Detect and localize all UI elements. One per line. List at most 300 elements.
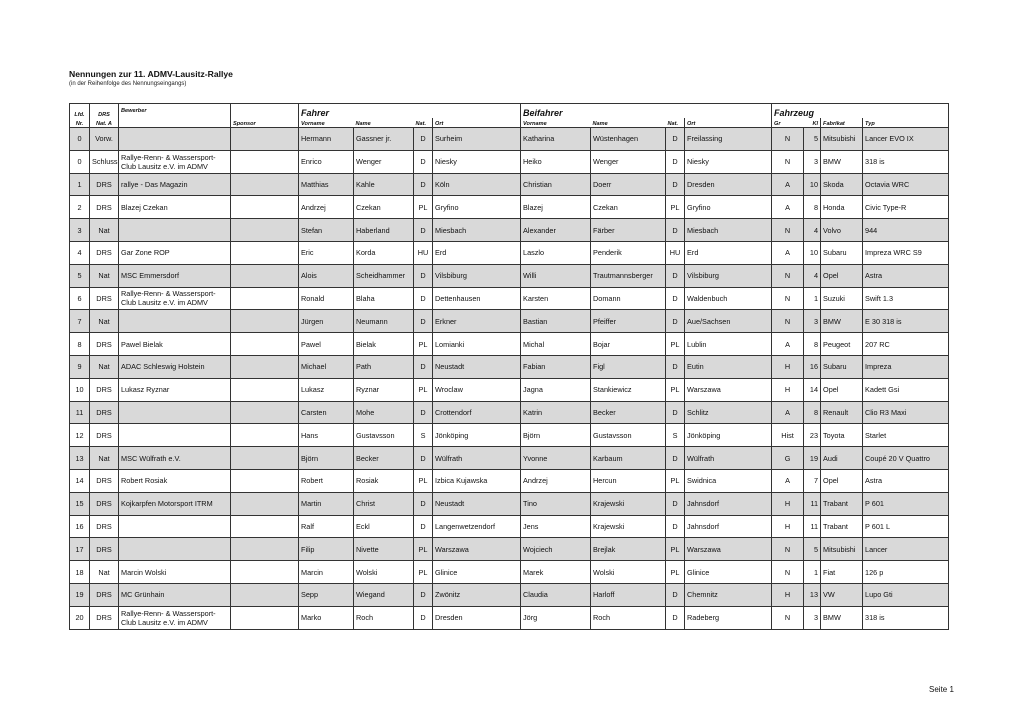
driver-first-name: Filip xyxy=(299,538,354,561)
codriver-first-name: Marek xyxy=(521,561,591,584)
car-make: Subaru xyxy=(821,355,863,378)
driver-city: Neustadt xyxy=(433,355,521,378)
car-group: N xyxy=(772,310,804,333)
codriver-first-name: Bastian xyxy=(521,310,591,333)
entry-number: 6 xyxy=(70,287,90,310)
driver-last-name: Bielak xyxy=(354,333,414,356)
driver-nationality: D xyxy=(414,492,433,515)
car-group: H xyxy=(772,378,804,401)
codriver-first-name: Willi xyxy=(521,264,591,287)
driver-nationality: D xyxy=(414,219,433,242)
table-row xyxy=(70,150,949,173)
entry-number: 11 xyxy=(70,401,90,424)
car-model: Impreza xyxy=(863,355,949,378)
codriver-last-name: Karbaum xyxy=(591,447,666,470)
car-model: 207 RC xyxy=(863,333,949,356)
codriver-first-name: Claudia xyxy=(521,583,591,606)
table-row xyxy=(70,173,949,196)
car-make: BMW xyxy=(821,606,863,629)
table-row xyxy=(70,561,949,584)
table-row xyxy=(70,492,949,515)
codriver-city: Eutin xyxy=(685,355,772,378)
driver-nationality: D xyxy=(414,173,433,196)
car-group: G xyxy=(772,447,804,470)
driver-nationality: PL xyxy=(414,378,433,401)
driver-first-name: Ralf xyxy=(299,515,354,538)
header-fahrer-vorname: Vorname xyxy=(299,118,354,128)
table-row xyxy=(70,583,949,606)
codriver-nationality: D xyxy=(666,310,685,333)
codriver-first-name: Christian xyxy=(521,173,591,196)
car-model: E 30 318 is xyxy=(863,310,949,333)
entry-type: DRS xyxy=(90,583,119,606)
driver-last-name: Christ xyxy=(354,492,414,515)
header-nr: Nr. xyxy=(70,118,90,128)
driver-city: Erkner xyxy=(433,310,521,333)
codriver-last-name: Harloff xyxy=(591,583,666,606)
car-make: Trabant xyxy=(821,515,863,538)
driver-nationality: D xyxy=(414,515,433,538)
driver-last-name: Kahle xyxy=(354,173,414,196)
codriver-nationality: D xyxy=(666,355,685,378)
codriver-nationality: HU xyxy=(666,241,685,264)
codriver-city: Schlitz xyxy=(685,401,772,424)
car-class: 1 xyxy=(804,561,821,584)
table-row xyxy=(70,264,949,287)
car-class: 3 xyxy=(804,606,821,629)
driver-last-name: Blaha xyxy=(354,287,414,310)
sponsor xyxy=(231,128,299,151)
entrant: rallye - Das Magazin xyxy=(119,173,231,196)
driver-last-name: Neumann xyxy=(354,310,414,333)
codriver-last-name: Krajewski xyxy=(591,492,666,515)
codriver-last-name: Penderik xyxy=(591,241,666,264)
entrant: Marcin Wolski xyxy=(119,561,231,584)
entry-type: DRS xyxy=(90,378,119,401)
codriver-first-name: Andrzej xyxy=(521,469,591,492)
sponsor xyxy=(231,561,299,584)
driver-city: Dettenhausen xyxy=(433,287,521,310)
header-bewerber: Bewerber xyxy=(119,104,231,128)
entry-type: Nat xyxy=(90,264,119,287)
codriver-city: Jahnsdorf xyxy=(685,492,772,515)
driver-city: Surheim xyxy=(433,128,521,151)
entry-number: 20 xyxy=(70,606,90,629)
entry-number: 9 xyxy=(70,355,90,378)
driver-city: Neustadt xyxy=(433,492,521,515)
car-make: Mitsubishi xyxy=(821,538,863,561)
codriver-first-name: Katrin xyxy=(521,401,591,424)
driver-first-name: Matthias xyxy=(299,173,354,196)
codriver-nationality: D xyxy=(666,583,685,606)
entrant: MSC Emmersdorf xyxy=(119,264,231,287)
driver-city: Warszawa xyxy=(433,538,521,561)
car-make: Honda xyxy=(821,196,863,219)
sponsor xyxy=(231,424,299,447)
entry-number: 14 xyxy=(70,469,90,492)
header-fahrer-nat: Nat. xyxy=(414,118,433,128)
codriver-city: Warszawa xyxy=(685,538,772,561)
table-row xyxy=(70,606,949,629)
driver-city: Gryfino xyxy=(433,196,521,219)
codriver-first-name: Wojciech xyxy=(521,538,591,561)
car-class: 10 xyxy=(804,173,821,196)
entry-number: 0 xyxy=(70,128,90,151)
driver-last-name: Path xyxy=(354,355,414,378)
sponsor xyxy=(231,333,299,356)
car-class: 1 xyxy=(804,287,821,310)
entrant: Kojkarpfen Motorsport ITRM xyxy=(119,492,231,515)
car-model: 318 is xyxy=(863,606,949,629)
sponsor xyxy=(231,264,299,287)
driver-nationality: D xyxy=(414,447,433,470)
driver-first-name: Sepp xyxy=(299,583,354,606)
codriver-last-name: Domann xyxy=(591,287,666,310)
sponsor xyxy=(231,492,299,515)
car-class: 8 xyxy=(804,333,821,356)
driver-city: Jönköping xyxy=(433,424,521,447)
sponsor xyxy=(231,196,299,219)
driver-first-name: Jürgen xyxy=(299,310,354,333)
codriver-nationality: PL xyxy=(666,378,685,401)
entrant: Gar Zone ROP xyxy=(119,241,231,264)
driver-first-name: Ronald xyxy=(299,287,354,310)
table-row xyxy=(70,128,949,151)
car-class: 7 xyxy=(804,469,821,492)
codriver-last-name: Brejlak xyxy=(591,538,666,561)
entrant xyxy=(119,128,231,151)
document-subtitle: (in der Reihenfolge des Nennungseingangs) xyxy=(69,81,187,87)
driver-city: Glinice xyxy=(433,561,521,584)
car-make: BMW xyxy=(821,310,863,333)
car-group: N xyxy=(772,150,804,173)
table-row xyxy=(70,515,949,538)
codriver-last-name: Figl xyxy=(591,355,666,378)
sponsor xyxy=(231,606,299,629)
header-beifahrer: Beifahrer xyxy=(521,104,772,118)
driver-first-name: Pawel xyxy=(299,333,354,356)
driver-last-name: Wenger xyxy=(354,150,414,173)
driver-last-name: Czekan xyxy=(354,196,414,219)
car-group: H xyxy=(772,492,804,515)
header-typ: Typ xyxy=(863,118,949,128)
codriver-last-name: Becker xyxy=(591,401,666,424)
table-row xyxy=(70,447,949,470)
table-row xyxy=(70,333,949,356)
car-model: Coupé 20 V Quattro xyxy=(863,447,949,470)
codriver-first-name: Heiko xyxy=(521,150,591,173)
codriver-city: Niesky xyxy=(685,150,772,173)
table-row xyxy=(70,219,949,242)
driver-last-name: Wiegand xyxy=(354,583,414,606)
codriver-nationality: D xyxy=(666,150,685,173)
codriver-first-name: Michal xyxy=(521,333,591,356)
codriver-first-name: Jörg xyxy=(521,606,591,629)
entrant: Rallye-Renn- & Wassersport-Club Lausitz e.V. im ADMV xyxy=(119,606,231,629)
entry-type: DRS xyxy=(90,606,119,629)
codriver-first-name: Jens xyxy=(521,515,591,538)
entrant: MSC Wülfrath e.V. xyxy=(119,447,231,470)
car-model: Lancer EVO IX xyxy=(863,128,949,151)
car-group: N xyxy=(772,538,804,561)
entry-type: Vorw. xyxy=(90,128,119,151)
car-model: Lupo Gti xyxy=(863,583,949,606)
car-make: Mitsubishi xyxy=(821,128,863,151)
codriver-nationality: D xyxy=(666,287,685,310)
codriver-city: Gryfino xyxy=(685,196,772,219)
car-make: Peugeot xyxy=(821,333,863,356)
sponsor xyxy=(231,469,299,492)
car-make: BMW xyxy=(821,150,863,173)
header-drs: DRS xyxy=(90,104,119,118)
header-row-1 xyxy=(70,104,949,118)
entry-number: 4 xyxy=(70,241,90,264)
codriver-first-name: Blazej xyxy=(521,196,591,219)
driver-city: Köln xyxy=(433,173,521,196)
codriver-city: Jönköping xyxy=(685,424,772,447)
car-make: VW xyxy=(821,583,863,606)
car-make: Fiat xyxy=(821,561,863,584)
table-row xyxy=(70,196,949,219)
codriver-first-name: Laszlo xyxy=(521,241,591,264)
entrant xyxy=(119,424,231,447)
car-model: Starlet xyxy=(863,424,949,447)
car-model: P 601 L xyxy=(863,515,949,538)
car-make: Volvo xyxy=(821,219,863,242)
entrant: MC Grünhain xyxy=(119,583,231,606)
driver-nationality: S xyxy=(414,424,433,447)
driver-first-name: Marcin xyxy=(299,561,354,584)
driver-nationality: D xyxy=(414,264,433,287)
header-fabrikat: Fabrikat xyxy=(821,118,863,128)
entry-type: DRS xyxy=(90,173,119,196)
car-class: 23 xyxy=(804,424,821,447)
codriver-first-name: Tino xyxy=(521,492,591,515)
car-class: 10 xyxy=(804,241,821,264)
codriver-nationality: D xyxy=(666,447,685,470)
sponsor xyxy=(231,150,299,173)
table-row xyxy=(70,355,949,378)
entry-number: 2 xyxy=(70,196,90,219)
car-make: Trabant xyxy=(821,492,863,515)
car-model: P 601 xyxy=(863,492,949,515)
car-class: 13 xyxy=(804,583,821,606)
driver-first-name: Martin xyxy=(299,492,354,515)
driver-first-name: Hermann xyxy=(299,128,354,151)
table-row xyxy=(70,378,949,401)
driver-nationality: PL xyxy=(414,538,433,561)
car-group: A xyxy=(772,469,804,492)
driver-nationality: D xyxy=(414,355,433,378)
entry-type: Nat xyxy=(90,447,119,470)
codriver-nationality: D xyxy=(666,606,685,629)
car-model: Kadett Gsi xyxy=(863,378,949,401)
table-row xyxy=(70,424,949,447)
codriver-city: Waldenbuch xyxy=(685,287,772,310)
driver-last-name: Eckl xyxy=(354,515,414,538)
car-class: 14 xyxy=(804,378,821,401)
car-make: Toyota xyxy=(821,424,863,447)
driver-city: Dresden xyxy=(433,606,521,629)
codriver-nationality: D xyxy=(666,173,685,196)
car-group: N xyxy=(772,606,804,629)
entry-type: Nat xyxy=(90,310,119,333)
codriver-city: Warszawa xyxy=(685,378,772,401)
car-model: Lancer xyxy=(863,538,949,561)
driver-city: Zwönitz xyxy=(433,583,521,606)
codriver-last-name: Wüstenhagen xyxy=(591,128,666,151)
sponsor xyxy=(231,355,299,378)
codriver-nationality: S xyxy=(666,424,685,447)
entrant: Rallye-Renn- & Wassersport-Club Lausitz e.V. im ADMV xyxy=(119,287,231,310)
codriver-last-name: Doerr xyxy=(591,173,666,196)
driver-last-name: Gassner jr. xyxy=(354,128,414,151)
header-beifahrer-nat: Nat. xyxy=(666,118,685,128)
driver-first-name: Robert xyxy=(299,469,354,492)
entry-type: DRS xyxy=(90,196,119,219)
car-model: Civic Type-R xyxy=(863,196,949,219)
codriver-last-name: Pfeiffer xyxy=(591,310,666,333)
entry-number: 12 xyxy=(70,424,90,447)
entry-number: 8 xyxy=(70,333,90,356)
entrant xyxy=(119,401,231,424)
car-model: 126 p xyxy=(863,561,949,584)
driver-nationality: D xyxy=(414,150,433,173)
car-make: Subaru xyxy=(821,241,863,264)
sponsor xyxy=(231,538,299,561)
driver-nationality: D xyxy=(414,606,433,629)
codriver-first-name: Karsten xyxy=(521,287,591,310)
entry-number: 0 xyxy=(70,150,90,173)
entrant: Blazej Czekan xyxy=(119,196,231,219)
codriver-last-name: Färber xyxy=(591,219,666,242)
entry-type: Schluss xyxy=(90,150,119,173)
driver-city: Miesbach xyxy=(433,219,521,242)
sponsor xyxy=(231,583,299,606)
car-group: N xyxy=(772,264,804,287)
codriver-nationality: D xyxy=(666,515,685,538)
entry-type: DRS xyxy=(90,241,119,264)
table-row xyxy=(70,241,949,264)
sponsor xyxy=(231,378,299,401)
car-model: Swift 1.3 xyxy=(863,287,949,310)
table-row xyxy=(70,469,949,492)
driver-last-name: Wolski xyxy=(354,561,414,584)
car-class: 3 xyxy=(804,150,821,173)
car-class: 16 xyxy=(804,355,821,378)
sponsor xyxy=(231,219,299,242)
codriver-nationality: PL xyxy=(666,333,685,356)
entrant xyxy=(119,538,231,561)
driver-nationality: D xyxy=(414,128,433,151)
entrant: Lukasz Ryznar xyxy=(119,378,231,401)
codriver-last-name: Wolski xyxy=(591,561,666,584)
driver-first-name: Stefan xyxy=(299,219,354,242)
codriver-city: Lublin xyxy=(685,333,772,356)
codriver-city: Miesbach xyxy=(685,219,772,242)
driver-last-name: Rosiak xyxy=(354,469,414,492)
driver-nationality: D xyxy=(414,401,433,424)
entry-rows xyxy=(70,128,949,630)
codriver-first-name: Jagna xyxy=(521,378,591,401)
car-group: H xyxy=(772,355,804,378)
driver-city: Izbica Kujawska xyxy=(433,469,521,492)
driver-nationality: D xyxy=(414,583,433,606)
driver-city: Wroclaw xyxy=(433,378,521,401)
codriver-last-name: Hercun xyxy=(591,469,666,492)
sponsor xyxy=(231,401,299,424)
codriver-last-name: Roch xyxy=(591,606,666,629)
header-lfd: Lfd. xyxy=(70,104,90,118)
driver-last-name: Korda xyxy=(354,241,414,264)
codriver-city: Vilsbiburg xyxy=(685,264,772,287)
page-number: Seite 1 xyxy=(929,685,954,694)
car-model: Astra xyxy=(863,264,949,287)
table-row xyxy=(70,287,949,310)
driver-last-name: Scheidhammer xyxy=(354,264,414,287)
entrant: ADAC Schleswig Holstein xyxy=(119,355,231,378)
codriver-first-name: Fabian xyxy=(521,355,591,378)
header-fahrer-name: Name xyxy=(354,118,414,128)
car-make: Suzuki xyxy=(821,287,863,310)
car-model: Astra xyxy=(863,469,949,492)
codriver-nationality: D xyxy=(666,264,685,287)
driver-first-name: Enrico xyxy=(299,150,354,173)
codriver-city: Swidnica xyxy=(685,469,772,492)
codriver-city: Jahnsdorf xyxy=(685,515,772,538)
driver-city: Niesky xyxy=(433,150,521,173)
codriver-last-name: Bojar xyxy=(591,333,666,356)
driver-nationality: PL xyxy=(414,196,433,219)
codriver-nationality: D xyxy=(666,128,685,151)
entry-number: 3 xyxy=(70,219,90,242)
entry-number: 16 xyxy=(70,515,90,538)
driver-last-name: Ryznar xyxy=(354,378,414,401)
codriver-last-name: Trautmannsberger xyxy=(591,264,666,287)
driver-nationality: PL xyxy=(414,561,433,584)
codriver-nationality: D xyxy=(666,219,685,242)
entry-number: 7 xyxy=(70,310,90,333)
codriver-city: Glinice xyxy=(685,561,772,584)
table-row xyxy=(70,538,949,561)
document-title: Nennungen zur 11. ADMV-Lausitz-Rallye xyxy=(69,69,233,79)
codriver-last-name: Wenger xyxy=(591,150,666,173)
entry-type: DRS xyxy=(90,538,119,561)
car-group: N xyxy=(772,287,804,310)
car-make: Opel xyxy=(821,469,863,492)
header-fahrzeug: Fahrzeug xyxy=(772,104,949,118)
entry-type: Nat xyxy=(90,219,119,242)
car-group: H xyxy=(772,515,804,538)
car-group: A xyxy=(772,241,804,264)
entry-type: Nat xyxy=(90,355,119,378)
entry-type: DRS xyxy=(90,424,119,447)
codriver-city: Wülfrath xyxy=(685,447,772,470)
entrant xyxy=(119,219,231,242)
codriver-city: Chemnitz xyxy=(685,583,772,606)
car-model: 944 xyxy=(863,219,949,242)
car-group: Hist xyxy=(772,424,804,447)
codriver-last-name: Czekan xyxy=(591,196,666,219)
codriver-last-name: Gustavsson xyxy=(591,424,666,447)
entry-number: 17 xyxy=(70,538,90,561)
driver-first-name: Eric xyxy=(299,241,354,264)
driver-first-name: Lukasz xyxy=(299,378,354,401)
codriver-city: Freilassing xyxy=(685,128,772,151)
driver-first-name: Björn xyxy=(299,447,354,470)
header-kl: Kl xyxy=(804,118,821,128)
sponsor xyxy=(231,447,299,470)
